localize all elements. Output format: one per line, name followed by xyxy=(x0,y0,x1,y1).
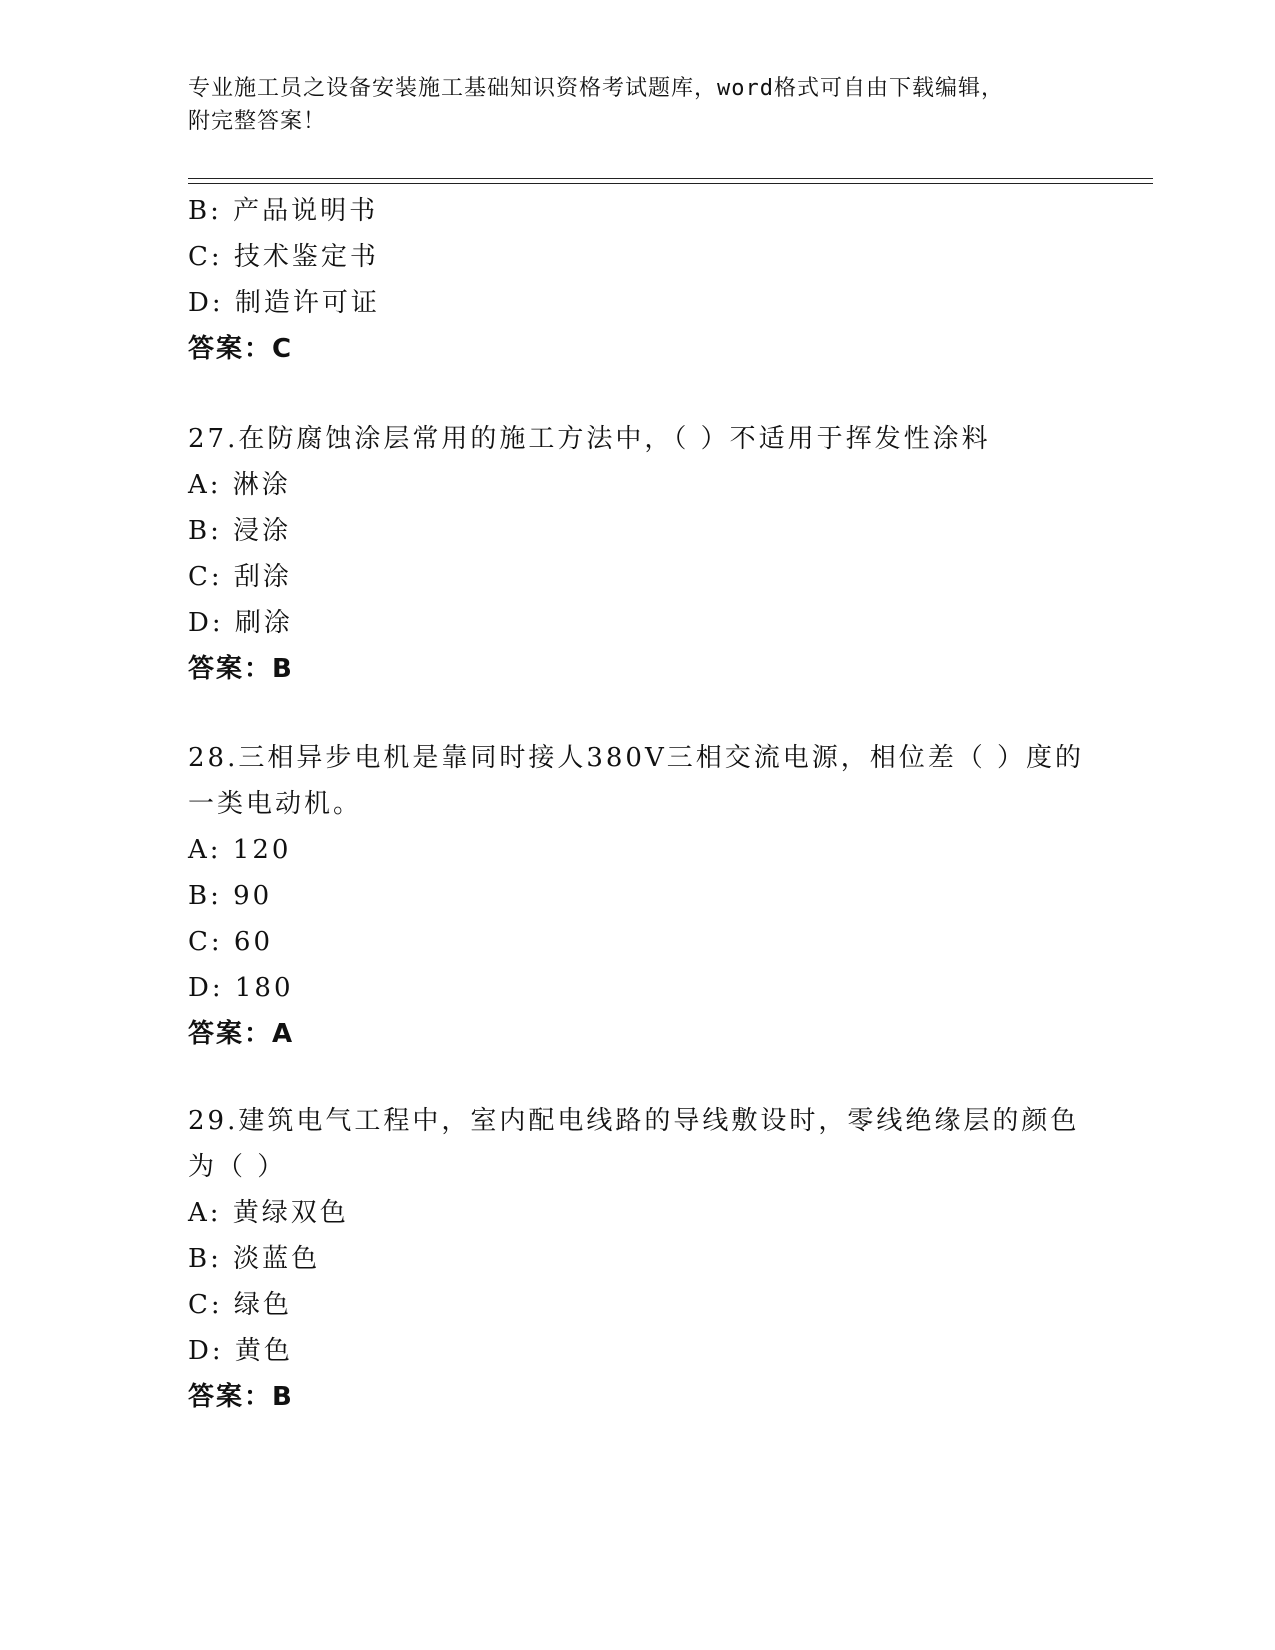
option-b: B: 淡蓝色 xyxy=(188,1244,321,1274)
option-c: C: 技术鉴定书 xyxy=(188,242,379,272)
header-line-2: 附完整答案！ xyxy=(188,109,327,134)
answer: 答案：A xyxy=(188,1019,295,1049)
option-a: A: 120 xyxy=(188,835,292,865)
question-text: 28.三相异步电机是靠同时接人380V三相交流电源，相位差（ ）度的一类电动机。 xyxy=(188,743,1085,819)
header-divider-bottom xyxy=(188,183,1153,184)
option-a: A: 黄绿双色 xyxy=(188,1198,349,1228)
option-d: D: 黄色 xyxy=(188,1336,293,1366)
option-a: A: 淋涂 xyxy=(188,470,291,500)
option-d: D: 制造许可证 xyxy=(188,288,380,318)
answer: 答案：B xyxy=(188,1382,294,1412)
option-c: C: 60 xyxy=(188,927,274,957)
question-28 xyxy=(188,735,1088,1057)
question-29 xyxy=(188,1098,1088,1420)
question-text: 29.建筑电气工程中，室内配电线路的导线敷设时，零线绝缘层的颜色为（ ） xyxy=(188,1106,1080,1182)
document-header xyxy=(188,72,1068,138)
answer: 答案：C xyxy=(188,334,294,364)
option-b: B: 浸涂 xyxy=(188,516,292,546)
option-b: B: 产品说明书 xyxy=(188,196,379,226)
option-d: D: 180 xyxy=(188,973,294,1003)
option-d: D: 刷涂 xyxy=(188,608,293,638)
option-c: C: 刮涂 xyxy=(188,562,292,592)
question-27 xyxy=(188,416,1088,692)
question-text: 27.在防腐蚀涂层常用的施工方法中，（ ）不适用于挥发性涂料 xyxy=(188,424,991,454)
header-divider-top xyxy=(188,178,1153,179)
option-c: C: 绿色 xyxy=(188,1290,292,1320)
option-b: B: 90 xyxy=(188,881,273,911)
header-line-1: 专业施工员之设备安装施工基础知识资格考试题库，word格式可自由下载编辑， xyxy=(188,76,1004,101)
answer: 答案：B xyxy=(188,654,294,684)
question-26 xyxy=(188,188,1088,372)
